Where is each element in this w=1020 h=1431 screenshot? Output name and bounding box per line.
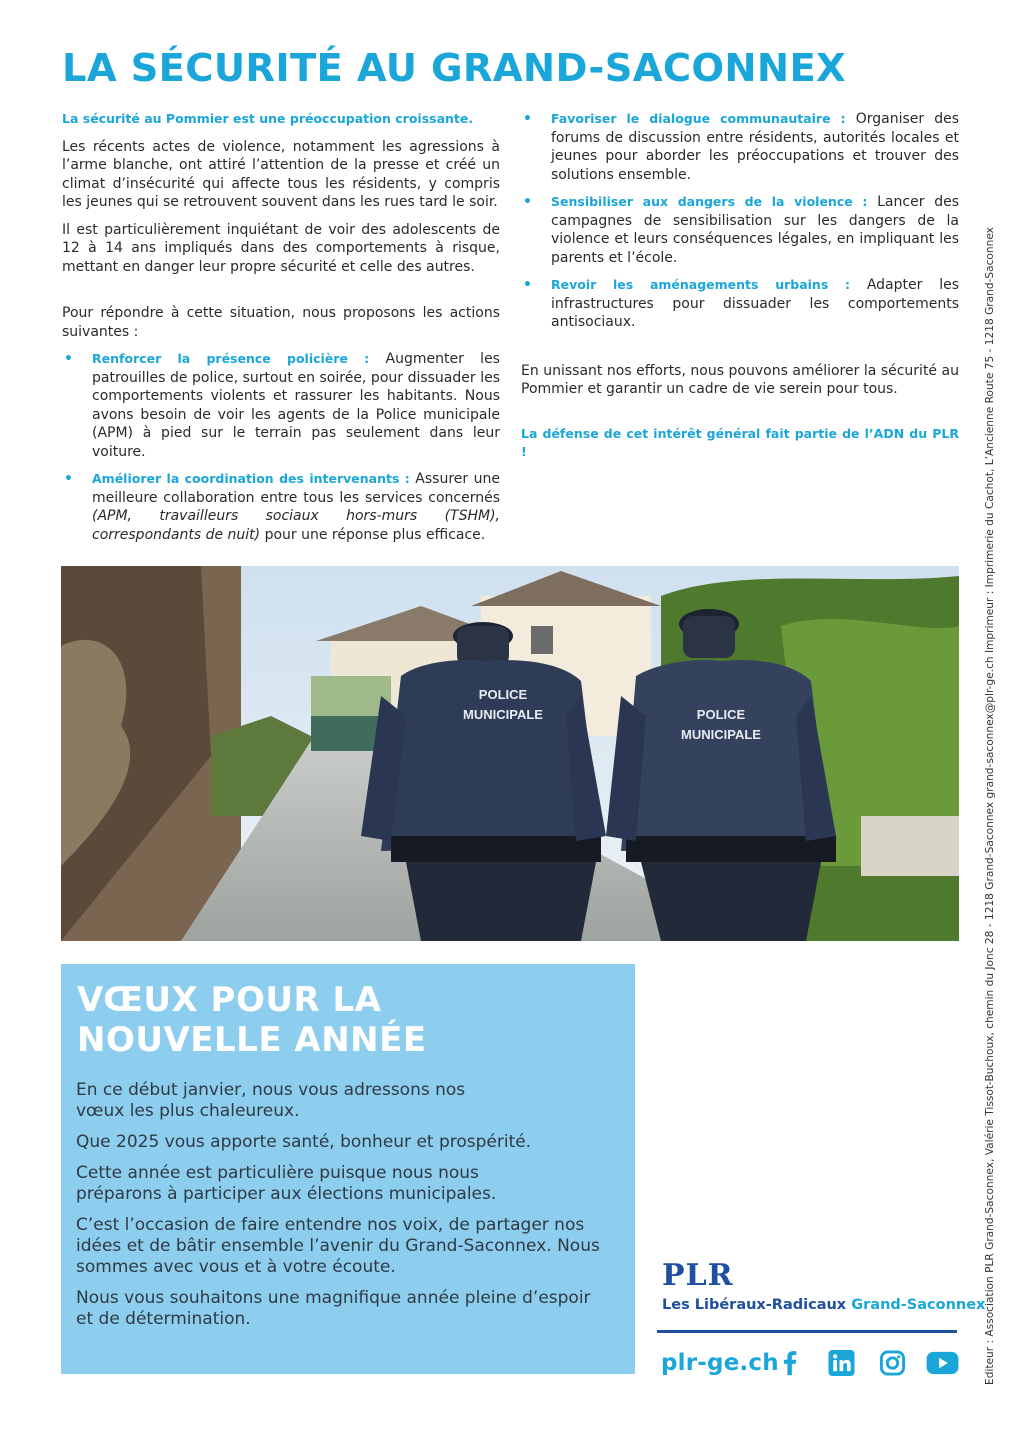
right-patch-text: POLICE MUNICIPALE: [681, 707, 761, 742]
paragraph-violence: Les récents actes de violence, notamment les agressions à l’arme blanche, ont attiré l’attention de la presse et créé un climat d’insécurité qui affecte tous les résidents, y compris les jeunes qui se retrouvent souvent dans les rues tard le soir.: [62, 138, 500, 210]
wishes-paragraph: C’est l’occasion de faire entendre nos voix, de partager nos idées et de bâtir ensemble l’avenir du Grand-Saconnex. Nous sommes avec vous et à votre écoute.: [76, 1215, 600, 1277]
action-heading: Renforcer la présence policière :: [92, 351, 370, 366]
plr-subtitle: [662, 1297, 985, 1313]
new-year-wishes-box: [61, 964, 635, 1374]
youtube-icon[interactable]: [926, 1350, 959, 1376]
action-text: Organiser des forums de discussion entre résidents, autorités locales et jeunes pour aborder les préoccupations et trouver des solutions ensemble.: [551, 111, 959, 183]
action-text: Assurer une meilleure collaboration entre tous les services concernés: [92, 471, 500, 506]
closing-statement: La défense de cet intérêt général fait partie de l’ADN du PLR !: [521, 425, 959, 459]
website-link[interactable]: plr-ge.ch: [661, 1350, 779, 1376]
paragraph-adolescents: Il est particulièrement inquiétant de voir des adolescents de 12 à 14 ans impliqués dans des comportements à risque, mettant en danger leur propre sécurité et celle des autres.: [62, 221, 500, 275]
instagram-icon[interactable]: [879, 1350, 906, 1376]
action-heading: Revoir les aménagements urbains :: [551, 277, 850, 292]
page-title: LA SÉCURITÉ AU GRAND-SACONNEX: [62, 46, 847, 91]
plr-subtitle-place: Grand-Saconnex: [851, 1297, 986, 1313]
action-item: [521, 110, 959, 184]
police-patrol-photo: [61, 566, 959, 941]
action-item: [521, 193, 959, 267]
facebook-icon[interactable]: [780, 1350, 800, 1376]
left-column: [62, 110, 500, 553]
bullet-dot: •: [523, 111, 532, 127]
action-text-italic: (APM, travailleurs sociaux hors-murs (TSHM), correspondants de nuit): [92, 508, 500, 543]
lead-sentence: La sécurité au Pommier est une préoccupation croissante.: [62, 111, 474, 126]
action-text: Adapter les infrastructures pour dissuader les comportements antisociaux.: [551, 277, 959, 330]
action-heading: Améliorer la coordination des intervenants :: [92, 471, 410, 486]
conclusion-paragraph: En unissant nos efforts, nous pouvons améliorer la sécurité au Pommier et garantir un cadre de vie serein pour tous.: [521, 362, 959, 397]
bullet-dot: •: [64, 471, 73, 487]
action-text: Augmenter les patrouilles de police, surtout en soirée, pour dissuader les comportements violents et rassurer les habitants. Nous avons besoin de voir les agents de la Police municipale (APM) à pied sur le terrain pas seulement dans leur voiture.: [92, 351, 500, 460]
wishes-body: [76, 1080, 626, 1340]
wishes-paragraph: En ce début janvier, nous vous adressons nos vœux les plus chaleureux.: [76, 1080, 466, 1121]
action-heading: Sensibiliser aux dangers de la violence :: [551, 194, 868, 209]
photo-illustration: [61, 566, 959, 941]
action-item: [521, 276, 959, 332]
left-patch-text: POLICE MUNICIPALE: [463, 687, 543, 722]
paragraph-actions-intro: Pour répondre à cette situation, nous proposons les actions suivantes :: [62, 305, 500, 340]
wishes-paragraph: Nous vous souhaitons une magnifique année pleine d’espoir et de détermination.: [76, 1288, 591, 1329]
bullet-dot: •: [64, 351, 73, 367]
linkedin-icon[interactable]: [828, 1350, 855, 1376]
action-text: Lancer des campagnes de sensibilisation sur les dangers de la violence et leurs conséquences légales, en impliquant les parents et l’école.: [551, 194, 960, 266]
colophon: Editeur : Association PLR Grand-Saconnex, Valérie Tissot-Buchoux, chemin du Jonc 28 - 1218 Grand-Saconnex grand-saconnex@plr-ge.ch Imprimeur : Imprimerie du Cachot, L’Ancienne Route 75 - 1218 Grand-Saconnex: [984, 227, 996, 1385]
wishes-title: VŒUX POUR LA NOUVELLE ANNÉE: [77, 980, 427, 1060]
plr-wordmark: PLR: [662, 1258, 734, 1293]
action-heading: Favoriser le dialogue communautaire :: [551, 111, 846, 126]
wishes-paragraph: Cette année est particulière puisque nous nous préparons à participer aux élections municipales.: [76, 1163, 497, 1204]
bullet-dot: •: [523, 277, 532, 293]
action-item: [62, 470, 500, 544]
action-text-tail: pour une réponse plus efficace.: [260, 526, 486, 543]
bullet-dot: •: [523, 194, 532, 210]
action-list-left: [62, 350, 500, 544]
wishes-paragraph: Que 2025 vous apporte santé, bonheur et prospérité.: [76, 1132, 532, 1152]
action-list-right: [521, 110, 959, 332]
logo-divider: [657, 1330, 957, 1333]
right-column: [521, 110, 959, 471]
plr-subtitle-name: Les Libéraux-Radicaux: [662, 1297, 847, 1313]
action-item: [62, 350, 500, 461]
plr-logo: [662, 1258, 985, 1313]
